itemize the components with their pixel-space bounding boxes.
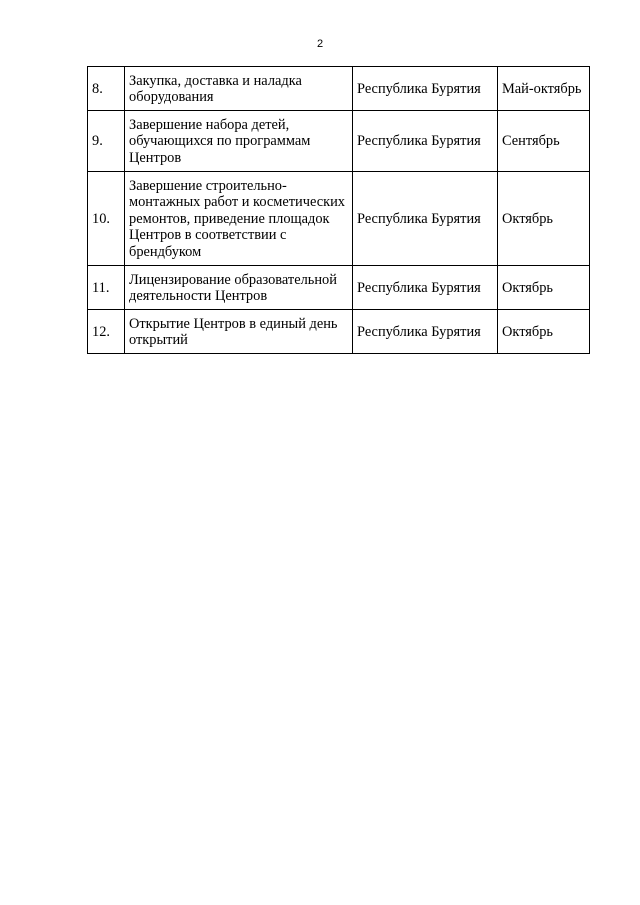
event-plan-table xyxy=(87,66,590,354)
task-cell: Завершение набора детей, обучающихся по программам Центров xyxy=(125,111,353,172)
row-number: 12. xyxy=(88,310,125,354)
task-cell: Лицензирование образовательной деятельности Центров xyxy=(125,266,353,310)
region-cell: Республика Бурятия xyxy=(353,310,498,354)
table-row xyxy=(88,310,590,354)
table-row xyxy=(88,111,590,172)
task-cell: Открытие Центров в единый день открытий xyxy=(125,310,353,354)
table-row xyxy=(88,67,590,111)
page-number: 2 xyxy=(316,38,324,50)
region-cell: Республика Бурятия xyxy=(353,67,498,111)
row-number: 11. xyxy=(88,266,125,310)
row-number: 9. xyxy=(88,111,125,172)
region-cell: Республика Бурятия xyxy=(353,111,498,172)
task-cell: Завершение строительно-монтажных работ и косметических ремонтов, приведение площадок Центров в соответствии с брендбуком xyxy=(125,172,353,266)
region-cell: Республика Бурятия xyxy=(353,172,498,266)
term-cell: Октябрь xyxy=(498,172,590,266)
row-number: 8. xyxy=(88,67,125,111)
term-cell: Сентябрь xyxy=(498,111,590,172)
task-cell: Закупка, доставка и наладка оборудования xyxy=(125,67,353,111)
term-cell: Октябрь xyxy=(498,266,590,310)
row-number: 10. xyxy=(88,172,125,266)
term-cell: Октябрь xyxy=(498,310,590,354)
region-cell: Республика Бурятия xyxy=(353,266,498,310)
table-row xyxy=(88,172,590,266)
term-cell: Май-октябрь xyxy=(498,67,590,111)
table-row xyxy=(88,266,590,310)
